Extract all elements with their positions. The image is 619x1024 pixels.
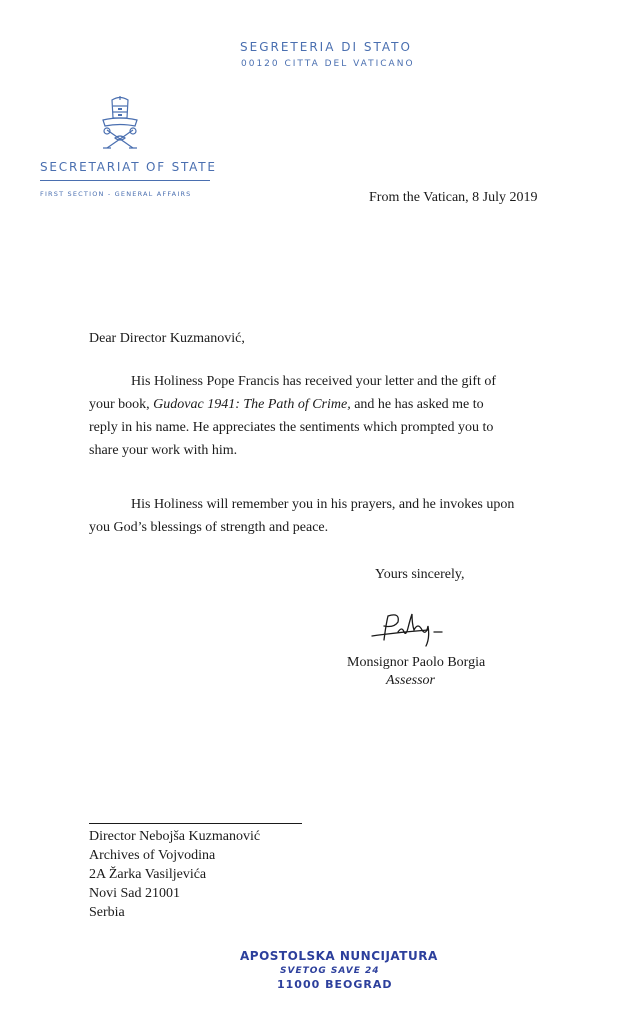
department-name: SECRETARIAT OF STATE — [40, 160, 217, 174]
stamp-line-1: APOSTOLSKA NUNCIJATURA — [240, 949, 438, 963]
body-paragraph-1 — [89, 370, 554, 462]
body-paragraph-2 — [89, 493, 554, 539]
address-line-2: Archives of Vojvodina — [89, 848, 216, 863]
handwritten-signature-icon — [370, 610, 460, 650]
address-line-4: Novi Sad 21001 — [89, 886, 180, 901]
letterhead-divider — [40, 180, 210, 181]
paragraph-1-line-2-start: your book, — [89, 397, 154, 412]
letterhead-line-1: SEGRETERIA DI STATO — [240, 40, 412, 54]
book-title: Gudovac 1941: The Path of Crime, — [153, 397, 351, 412]
paragraph-1-line-1: His Holiness Pope Francis has received your letter and the gift of — [131, 374, 497, 389]
papal-coat-of-arms-icon — [97, 96, 143, 154]
salutation: Dear Director Kuzmanović, — [89, 331, 245, 346]
letter-date: From the Vatican, 8 July 2019 — [369, 190, 538, 205]
closing: Yours sincerely, — [375, 567, 465, 582]
address-divider — [89, 823, 302, 824]
paragraph-1-line-3: reply in his name. He appreciates the sentiments which prompted you to — [89, 420, 494, 435]
letterhead-line-2: 00120 CITTA DEL VATICANO — [241, 59, 415, 69]
signer-title: Assessor — [386, 673, 436, 688]
paragraph-1-line-2 — [89, 393, 554, 416]
signer-name: Monsignor Paolo Borgia — [347, 655, 486, 670]
paragraph-1-line-4: share your work with him. — [89, 443, 238, 458]
stamp-line-3: 11000 BEOGRAD — [277, 978, 393, 991]
paragraph-1-line-2-end: and he has asked me to — [350, 397, 484, 412]
recipient-address — [89, 827, 260, 922]
address-line-3: 2A Žarka Vasiljevića — [89, 867, 207, 882]
address-line-5: Serbia — [89, 905, 125, 920]
section-name: FIRST SECTION - GENERAL AFFAIRS — [40, 190, 192, 198]
paragraph-2-line-2: you God’s blessings of strength and peace. — [89, 520, 329, 535]
paragraph-2-line-1: His Holiness will remember you in his prayers, and he invokes upon — [131, 497, 515, 512]
stamp-line-2: SVETOG SAVE 24 — [280, 966, 380, 976]
address-line-1: Director Nebojša Kuzmanović — [89, 829, 261, 844]
